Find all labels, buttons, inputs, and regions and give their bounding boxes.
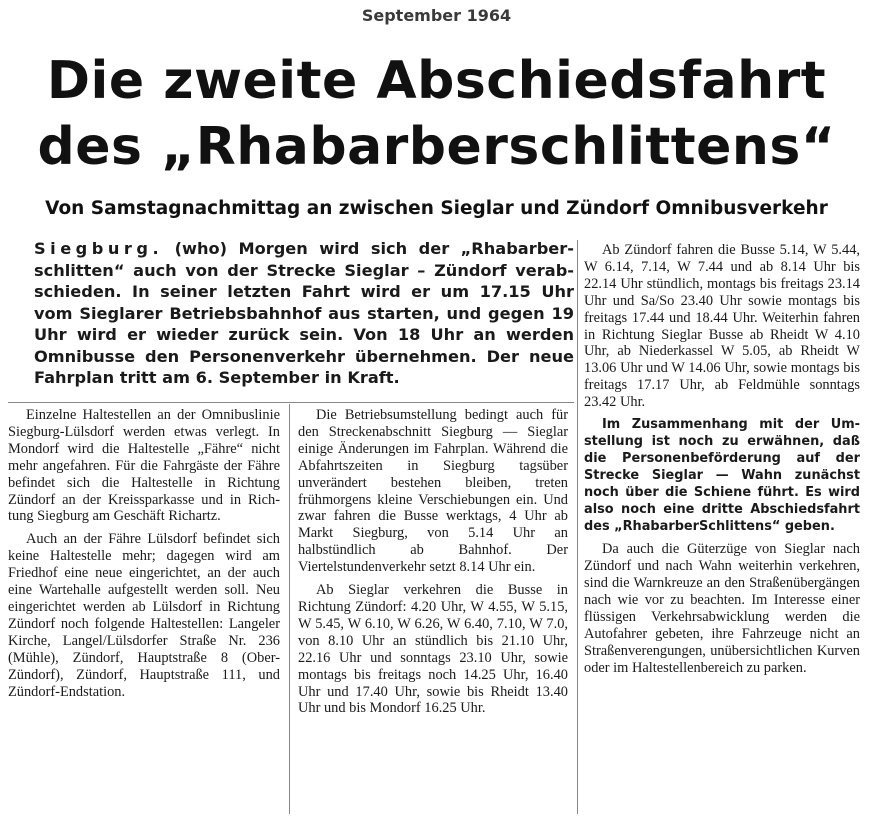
column-1-paragraph-1: Einzelne Haltestellen an der Omnibuslinie Siegburg-Lülsdorf werden etwas verlegt. In Mondorf wird die Haltestelle „Fähre“ nicht mehr angefahren. Für die Fahrgäste der Fähre befindet sich die Haltestelle in Richtung Zündorf an der Kreissparkasse und in Richtung Siegburg am Geschäft Richartz. — [8, 407, 280, 525]
column-3-paragraph-2: Im Zusammenhang mit der Umstellung ist noch zu erwähnen, daß die Personenbeförderung auf der Strecke Sieglar — Wahn zunächst noch über die Schiene führt. Es wird also noch eine dritte Abschiedsfahrt des „RhabarberSchlittens“ geben. — [584, 417, 860, 534]
column-1-paragraph-2: Auch an der Fähre Lülsdorf befindet sich keine Haltestelle mehr; dagegen wird am Friedhof eine neue eingerichtet, an der auch eine Wartehalle aufgestellt werden soll. Neu eingerichtet werden ab Lülsdorf in Richtung Zündorf noch folgende Haltestellen: Langeler Kirche, Langel/Lülsdorfer Straße Nr. 236 (Mühle), Zündorf, Hauptstraße 8 (Ober-Zündorf), Zündorf, Hauptstraße 111, und Zündorf-Endstation. — [8, 531, 280, 700]
lead-text: (who) Morgen wird sich der „Rhabarberschlitten“ auch von der Strecke Sieglar – Zündorf verabschieden. In seiner letzten Fahrt wird er um 17.15 Uhr vom Sieglarer Betriebsbahnhof aus starten, und gegen 19 Uhr wird er wieder zurück sein. Von 18 Uhr an werden Omnibusse den Personenverkehr übernehmen. Der neue Fahrplan tritt am 6. September in Kraft. — [34, 239, 574, 387]
column-divider-1 — [289, 404, 290, 814]
headline — [0, 48, 873, 180]
column-divider-2 — [577, 240, 578, 814]
date-label: September 1964 — [361, 6, 512, 25]
headline-line-1: Die zweite Abschiedsfahrt — [46, 51, 827, 111]
article-column-3 — [584, 242, 860, 677]
lead-dateline: Siegburg. — [34, 239, 164, 258]
lead-paragraph — [34, 238, 574, 389]
column-3-paragraph-3: Da auch die Güterzüge von Sieglar nach Zündorf und nach Wahn weiterhin verkehren, sind die Warnkreuze an den Straßenübergängen nach wie vor zu beachten. Im Interesse einer flüssigen Verkehrsabwicklung werden die Autofahrer gebeten, ihre Fahrzeuge nicht an Straßenverengungen, unübersichtlichen Kurven oder im Haltestellenbereich zu parken. — [584, 541, 860, 676]
article-column-2 — [298, 407, 568, 717]
article-column-1 — [8, 407, 280, 700]
subheadline: Von Samstagnachmittag an zwischen Sieglar und Zündorf Omnibusverkehr — [45, 198, 828, 219]
headline-line-2: des „Rhabarberschlittens“ — [37, 117, 836, 177]
column-2-paragraph-1: Die Betriebsumstellung bedingt auch für den Streckenabschnitt Siegburg — Sieglar einige Änderungen im Fahrplan. Während die Abfahrtszeiten in Siegburg tagsüber unverändert bestehen bleiben, treten frühmorgens kleine Verschiebungen ein. Und zwar fahren die Busse werktags, 4 Uhr ab Markt Siegburg, von 5.14 Uhr an halbstündlich ab Bahnhof. Der Viertelstundenverkehr setzt 8.14 Uhr ein. — [298, 407, 568, 576]
column-2-paragraph-2: Ab Sieglar verkehren die Busse in Richtung Zündorf: 4.20 Uhr, W 4.55, W 5.15, W 5.45, W 6.10, W 6.26, W 6.40, 7.10, W 7.0, von 8.10 Uhr an stündlich bis 21.10 Uhr, 22.16 Uhr und sonntags 23.10 Uhr, sowie montags bis freitags noch 14.25 Uhr, 16.40 Uhr und 17.40 Uhr, sowie bis Rheidt 13.40 Uhr und bis Mondorf 16.25 Uhr. — [298, 582, 568, 717]
lead-bottom-rule — [8, 402, 574, 403]
column-3-paragraph-1: Ab Zündorf fahren die Busse 5.14, W 5.44, W 6.14, 7.14, W 7.44 und ab 8.14 Uhr bis 22.14 Uhr stündlich, montags bis freitags 23.14 Uhr und Sa/So 23.40 Uhr sowie montags bis freitags 17.44 und 18.44 Uhr. Weiterhin fahren in Richtung Sieglar Busse ab Rheidt W 4.10 Uhr, ab Niederkassel W 5.05, ab Rheidt W 13.06 Uhr und W 14.06 Uhr, sowie montags bis freitags 17.17 Uhr, ab Feldmühle sonntags 23.42 Uhr. — [584, 242, 860, 411]
